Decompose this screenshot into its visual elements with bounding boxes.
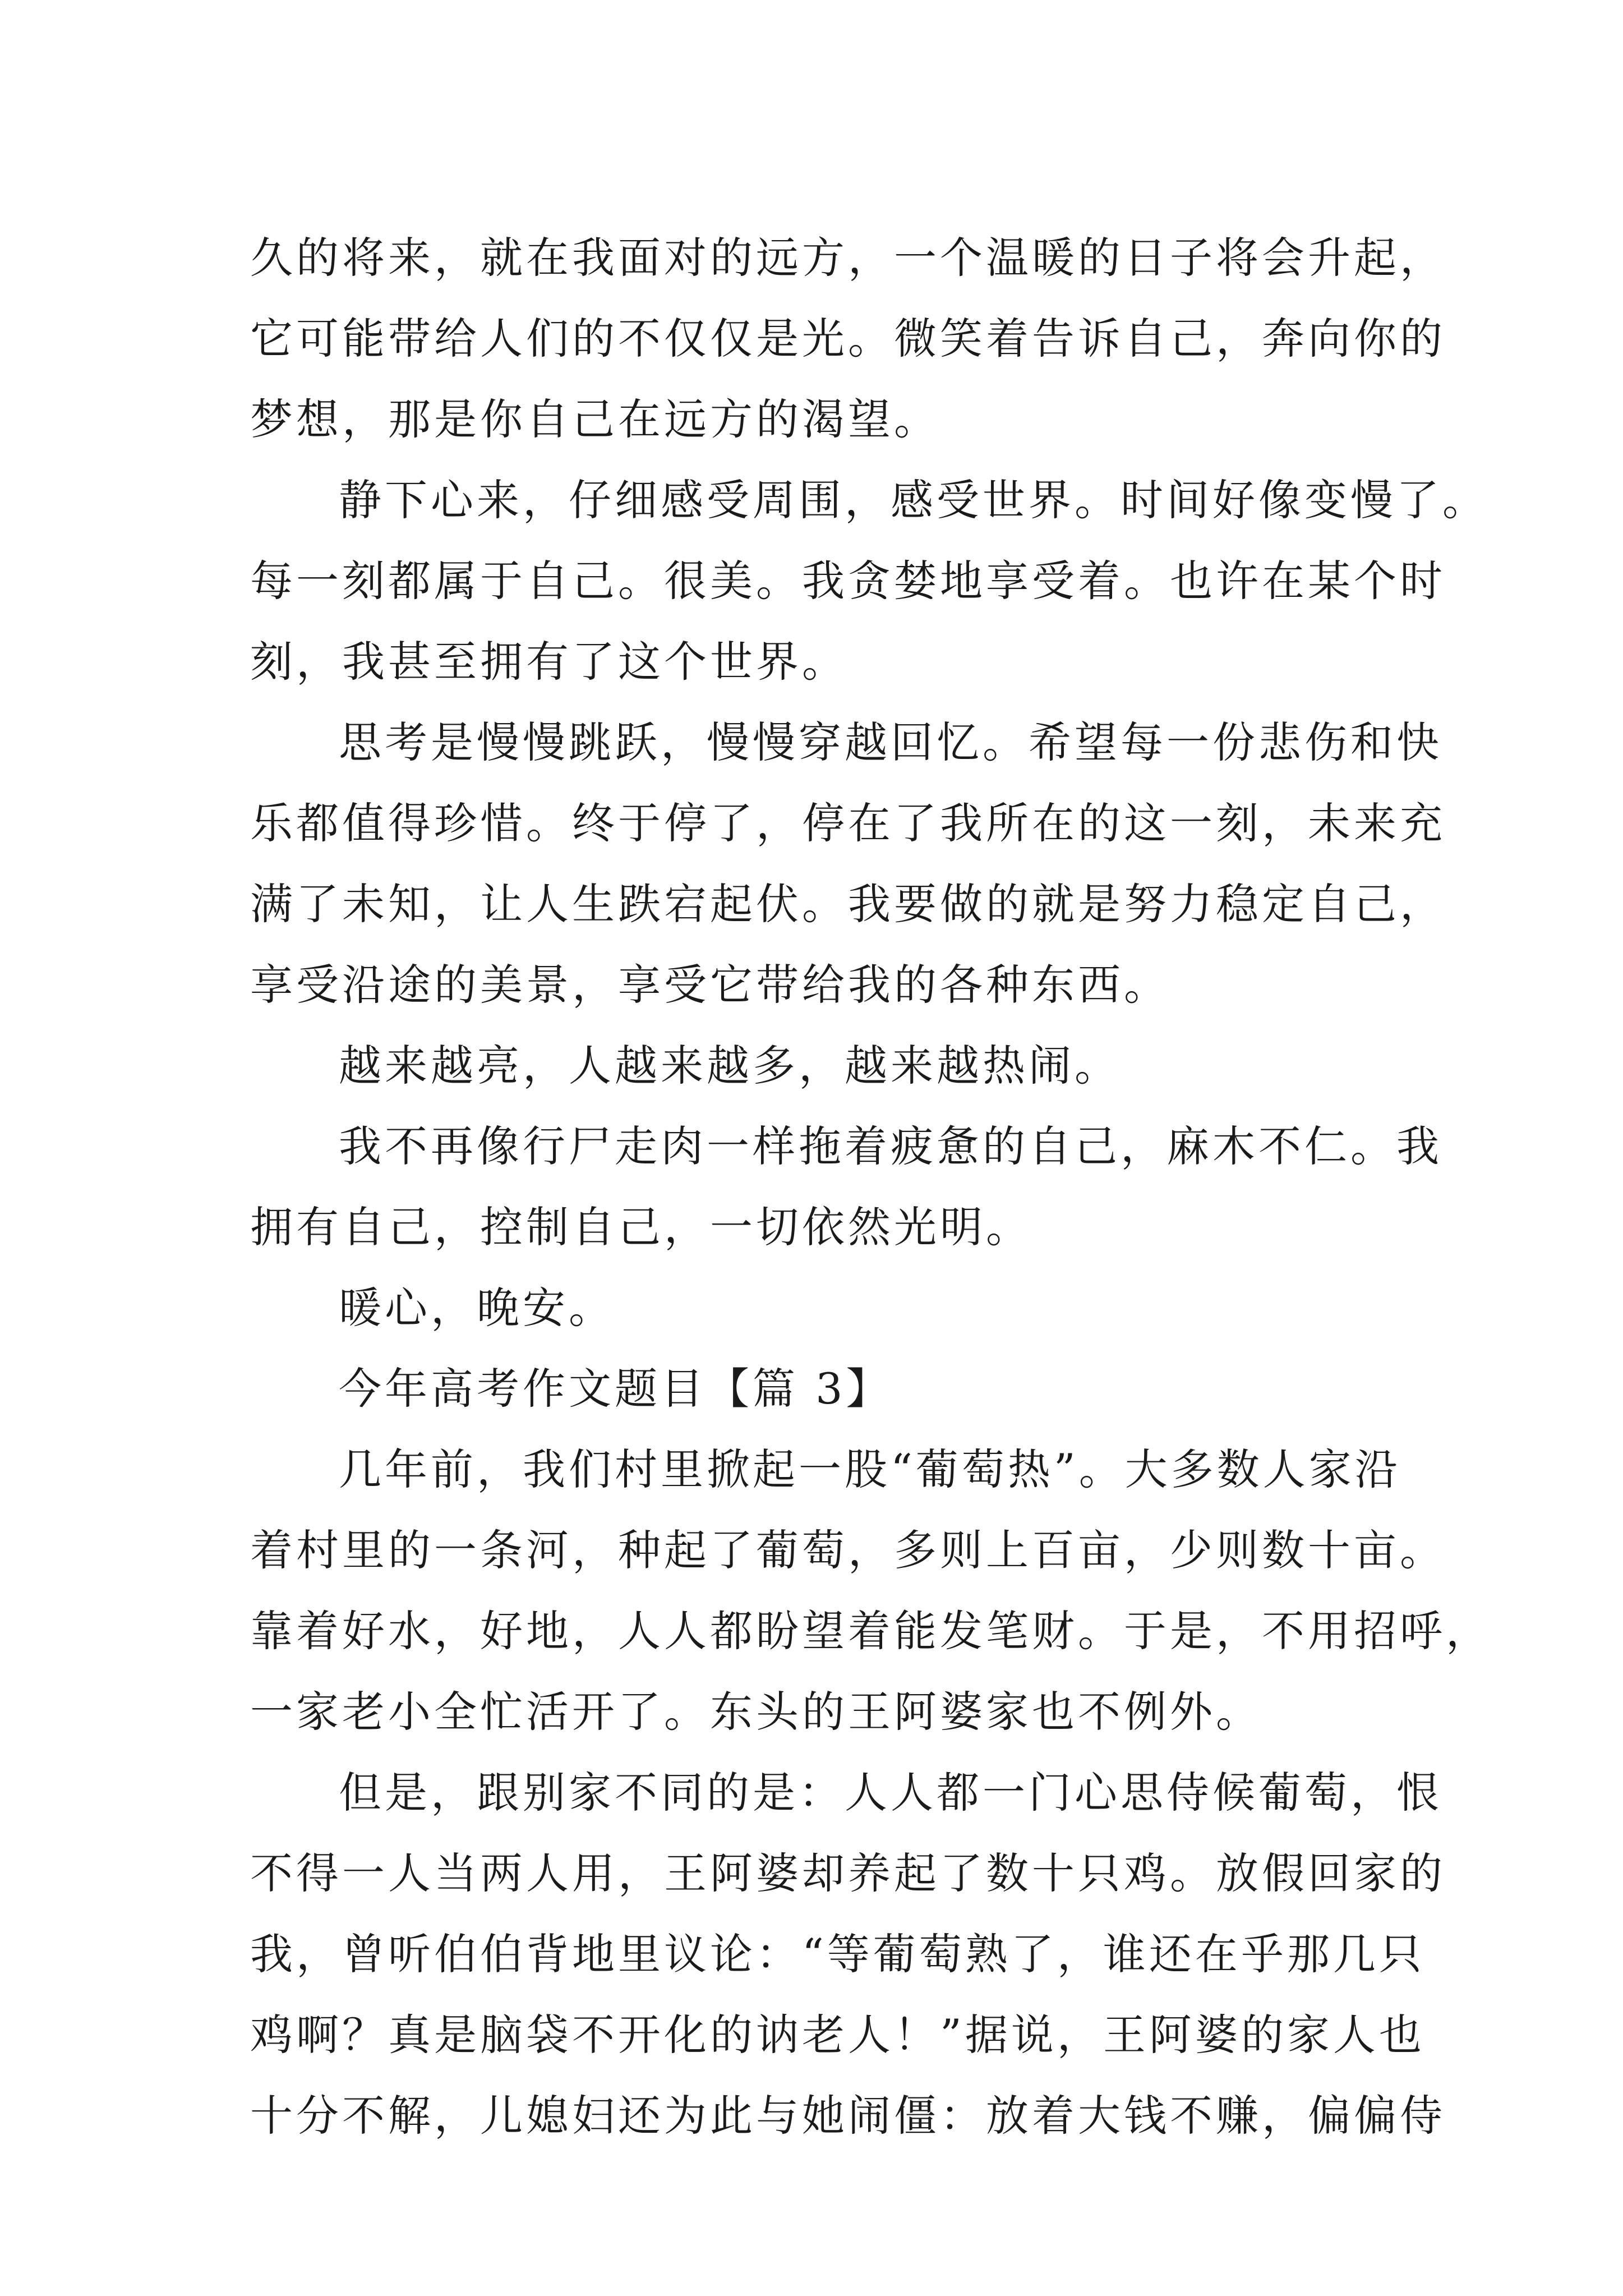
text-line: 着村里的一条河，种起了葡萄，多则上百亩，少则数十亩。: [250, 1525, 1446, 1575]
text-line: 满了未知，让人生跌宕起伏。我要做的就是努力稳定自己，: [250, 879, 1446, 929]
text-line: 静下心来，仔细感受周围，感受世界。时间好像变慢了。: [339, 475, 1488, 525]
text-line: 刻，我甚至拥有了这个世界。: [250, 637, 848, 687]
text-line: 乐都值得珍惜。终于停了，停在了我所在的这一刻，未来充: [250, 798, 1446, 848]
text-line: 靠着好水，好地，人人都盼望着能发笔财。于是，不用招呼，: [250, 1606, 1492, 1656]
text-line: 久的将来，就在我面对的远方，一个温暖的日子将会升起，: [250, 233, 1446, 283]
text-line: 暖心，晚安。: [339, 1283, 615, 1333]
text-line: 我，曾听伯伯背地里议论：“等葡萄熟了，谁还在乎那几只: [250, 1929, 1425, 1979]
text-line: 不得一人当两人用，王阿婆却养起了数十只鸡。放假回家的: [250, 1848, 1446, 1898]
text-line: 越来越亮，人越来越多，越来越热闹。: [339, 1041, 1121, 1091]
body-text: [250, 218, 1492, 2156]
text-line: 梦想，那是你自己在远方的渴望。: [250, 394, 940, 444]
text-line: 我不再像行尸走肉一样拖着疲惫的自己，麻木不仁。我: [339, 1121, 1442, 1171]
text-line: 鸡啊？真是脑袋不开化的讷老人！”据说，王阿婆的家人也: [250, 2010, 1425, 2060]
text-line: 它可能带给人们的不仅仅是光。微笑着告诉自己，奔向你的: [250, 314, 1446, 364]
text-line: 但是，跟别家不同的是：人人都一门心思侍候葡萄，恨: [339, 1768, 1442, 1818]
text-line: 一家老小全忙活开了。东头的王阿婆家也不例外。: [250, 1687, 1262, 1737]
text-line: 享受沿途的美景，享受它带给我的各种东西。: [250, 960, 1170, 1010]
text-line: 思考是慢慢跳跃，慢慢穿越回忆。希望每一份悲伤和快: [339, 717, 1442, 767]
text-line: 今年高考作文题目【篇 3】: [339, 1364, 892, 1414]
text-line: 几年前，我们村里掀起一股“葡萄热”。大多数人家沿: [339, 1444, 1401, 1494]
text-line: 拥有自己，控制自己，一切依然光明。: [250, 1202, 1032, 1252]
text-line: 每一刻都属于自己。很美。我贪婪地享受着。也许在某个时: [250, 556, 1446, 606]
text-line: 十分不解，儿媳妇还为此与她闹僵：放着大钱不赚，偏偏侍: [250, 2091, 1446, 2141]
